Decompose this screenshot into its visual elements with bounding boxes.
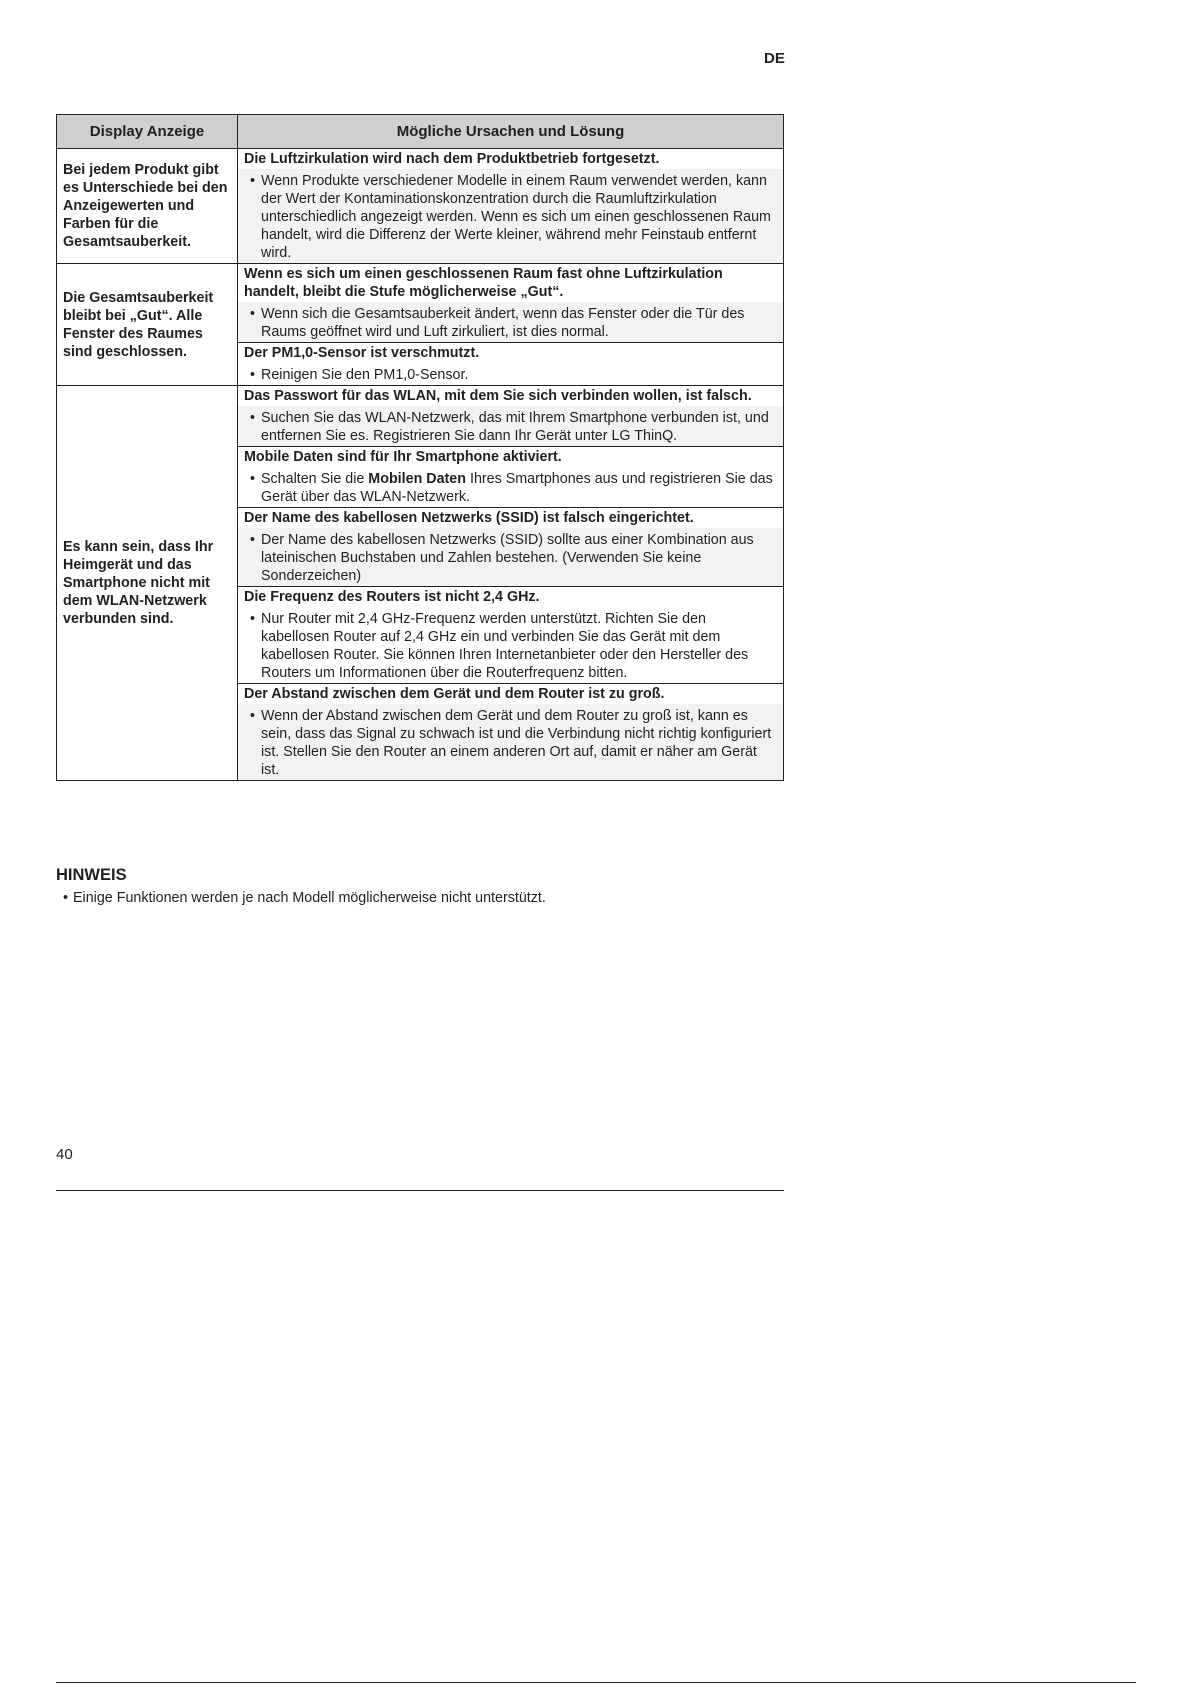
note-text: Einige Funktionen werden je nach Modell möglicherweise nicht unterstützt. (73, 890, 546, 906)
cause-block (238, 586, 783, 683)
cause-title: Der PM1,0-Sensor ist verschmutzt. (238, 343, 783, 363)
language-code: DE (764, 50, 785, 67)
cause-solution (238, 406, 783, 446)
bullet-icon: • (249, 410, 255, 426)
note-title: HINWEIS (56, 866, 127, 884)
bullet-icon: • (249, 173, 255, 189)
note-item (58, 890, 546, 906)
cause-solution (238, 607, 783, 683)
cause-solution (238, 704, 783, 780)
display-cell: Die Gesamtsauberkeit bleibt bei „Gut“. Alle Fenster des Raumes sind geschlossen. (57, 264, 238, 386)
display-cell: Es kann sein, dass Ihr Heimgerät und das Smartphone nicht mit dem WLAN-Netzwerk verbunden sind. (57, 386, 238, 781)
cause-title: Die Luftzirkulation wird nach dem Produktbetrieb fortgesetzt. (238, 149, 783, 169)
bullet-icon: • (249, 306, 255, 322)
bullet-icon: • (249, 367, 255, 383)
bullet-icon: • (249, 611, 255, 627)
table-row (57, 386, 784, 781)
solution-text: Schalten Sie die Mobilen Daten Ihres Smartphones aus und registrieren Sie das Gerät über das WLAN-Netzwerk. (261, 471, 773, 505)
table-row (57, 264, 784, 386)
cause-block (238, 683, 783, 780)
display-cell: Bei jedem Produkt gibt es Unterschiede bei den Anzeigewerten und Farben für die Gesamtsauberkeit. (57, 149, 238, 264)
divider (56, 1190, 784, 1191)
solution-text: Reinigen Sie den PM1,0-Sensor. (261, 367, 469, 383)
page-number: 40 (56, 1146, 73, 1163)
cause-block (238, 149, 783, 263)
cause-block (238, 386, 783, 446)
cause-title: Mobile Daten sind für Ihr Smartphone aktiviert. (238, 447, 783, 467)
solution-text: Wenn sich die Gesamtsauberkeit ändert, wenn das Fenster oder die Tür des Raums geöffnet wird und Luft zirkuliert, ist dies normal. (261, 306, 745, 340)
mobile-data-emphasis: Mobilen Daten (368, 471, 466, 487)
cause-block (238, 507, 783, 586)
column-header-display: Display Anzeige (57, 115, 238, 149)
solution-text: Nur Router mit 2,4 GHz-Frequenz werden unterstützt. Richten Sie den kabellosen Router auf 2,4 GHz ein und verbinden Sie das Gerät mit dem kabellosen Router. Sie können Ihren Internetanbieter oder den Hersteller des Routers um Informationen über die Routerfrequenz bitten. (261, 611, 749, 681)
troubleshooting-table (56, 114, 784, 781)
cause-block (238, 342, 783, 385)
bullet-icon: • (249, 708, 255, 724)
bullet-icon: • (249, 532, 255, 548)
causes-cell (238, 264, 784, 386)
cause-block (238, 264, 783, 342)
cause-solution (238, 363, 783, 385)
cause-solution (238, 302, 783, 342)
divider (56, 1682, 1136, 1683)
cause-block (238, 446, 783, 507)
column-header-causes: Mögliche Ursachen und Lösung (238, 115, 784, 149)
bullet-icon: • (249, 471, 255, 487)
table-header-row (57, 115, 784, 149)
cause-solution (238, 528, 783, 586)
bullet-icon: • (62, 890, 68, 906)
cause-solution (238, 169, 783, 263)
causes-cell (238, 386, 784, 781)
cause-title: Der Name des kabellosen Netzwerks (SSID) ist falsch eingerichtet. (238, 508, 783, 528)
solution-text: Wenn Produkte verschiedener Modelle in einem Raum verwendet werden, kann der Wert der Kontaminationskonzentration durch die Raumluftzirkulation unterschiedlich angezeigt werden. Wenn es sich um einen geschlossenen Raum handelt, wird die Differenz der Werte kleiner, während mehr Feinstaub entfernt wird. (261, 173, 771, 261)
cause-title: Der Abstand zwischen dem Gerät und dem Router ist zu groß. (238, 684, 783, 704)
solution-text: Der Name des kabellosen Netzwerks (SSID) sollte aus einer Kombination aus lateinischen Buchstaben und Zahlen bestehen. (Verwenden Sie keine Sonderzeichen) (261, 532, 754, 584)
cause-title: Das Passwort für das WLAN, mit dem Sie sich verbinden wollen, ist falsch. (238, 386, 783, 406)
cause-solution (238, 467, 783, 507)
cause-title: Die Frequenz des Routers ist nicht 2,4 GHz. (238, 587, 783, 607)
table-row (57, 149, 784, 264)
solution-text: Wenn der Abstand zwischen dem Gerät und dem Router zu groß ist, kann es sein, dass das Signal zu schwach ist und die Verbindung nicht richtig konfiguriert ist. Stellen Sie den Router an einem anderen Ort auf, damit er näher am Gerät ist. (261, 708, 772, 778)
solution-text: Suchen Sie das WLAN-Netzwerk, das mit Ihrem Smartphone verbunden ist, und entfernen Sie es. Registrieren Sie dann Ihr Gerät unter LG ThinQ. (261, 410, 769, 444)
causes-cell (238, 149, 784, 264)
cause-title: Wenn es sich um einen geschlossenen Raum fast ohne Luftzirkulation handelt, bleibt die Stufe möglicherweise „Gut“. (238, 264, 783, 302)
